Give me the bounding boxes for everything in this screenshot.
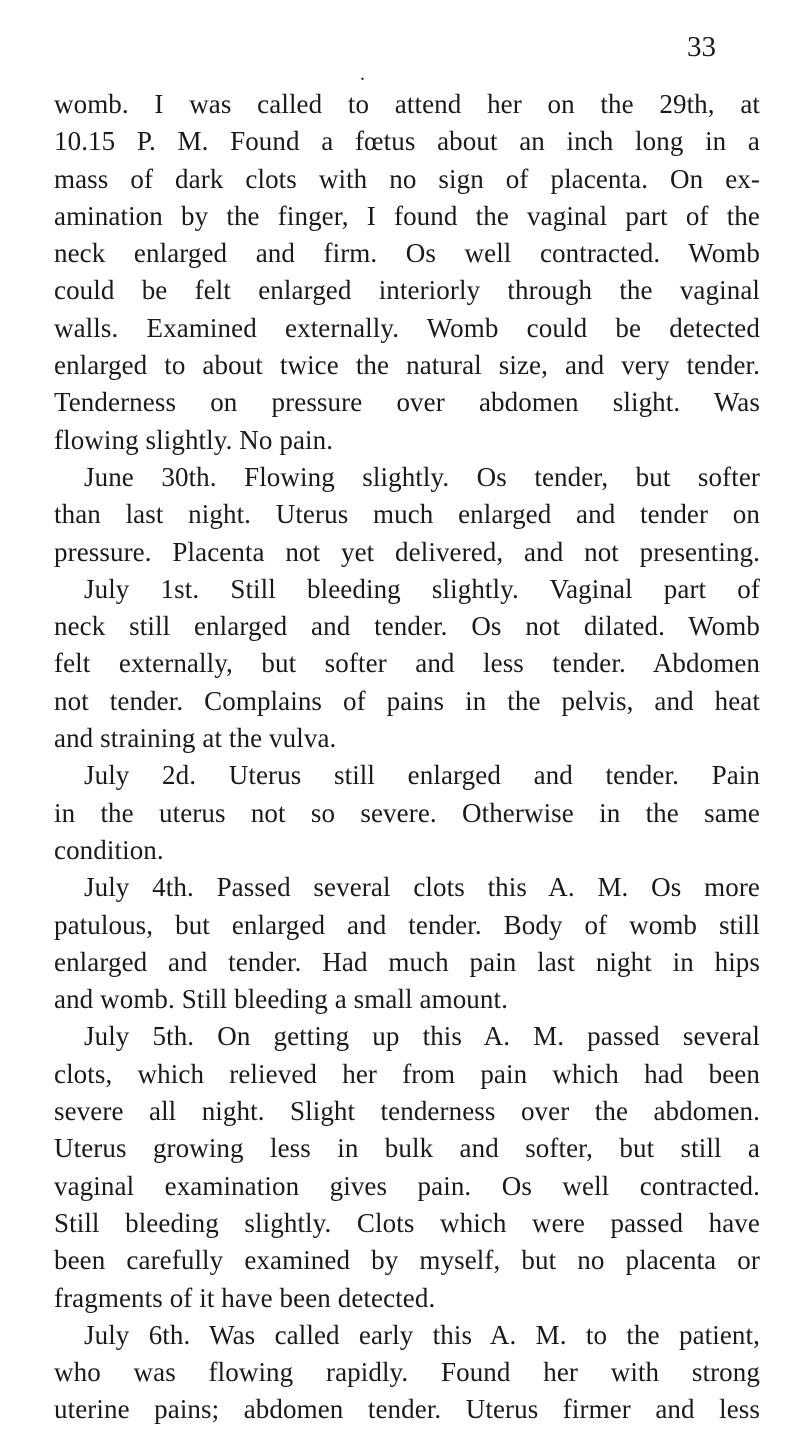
text-line: could be felt enlarged interiorly through the vaginal (54, 275, 760, 306)
page-number: 33 (687, 31, 716, 63)
text-line: uterine pains; abdomen tender. Uterus firmer and less (54, 1394, 760, 1425)
text-line: severe all night. Slight tenderness over the abdomen. (54, 1096, 760, 1127)
text-line: womb. I was called to attend her on the 29th, at (54, 89, 760, 119)
text-line: July 1st. Still bleeding slightly. Vaginal part of (84, 573, 760, 604)
text-line: Tenderness on pressure over abdomen slight. Was (54, 387, 760, 418)
text-line: enlarged to about twice the natural size, and very tender. (54, 350, 760, 381)
text-line: Uterus growing less in bulk and softer, but still a (54, 1133, 760, 1164)
text-line: June 30th. Flowing slightly. Os tender, but softer (84, 461, 760, 492)
text-line: felt externally, but softer and less tender. Abdomen (54, 648, 760, 679)
text-line: mass of dark clots with no sign of placenta. On ex- (54, 163, 760, 194)
text-line: and womb. Still bleeding a small amount. (54, 984, 508, 1015)
text-line: July 2d. Uterus still enlarged and tender. Pain (84, 760, 760, 791)
text-line: not tender. Complains of pains in the pelvis, and heat (54, 685, 760, 716)
text-line: in the uterus not so severe. Otherwise in the same (54, 797, 760, 828)
stray-mark: . (360, 63, 365, 85)
text-line: July 4th. Passed several clots this A. M. Os more (84, 872, 760, 903)
text-line: and straining at the vulva. (54, 723, 337, 754)
text-line: 10.15 P. M. Found a fœtus about an inch long in a (54, 126, 760, 157)
text-line: flowing slightly. No pain. (54, 424, 334, 455)
text-line: neck enlarged and firm. Os well contracted. Womb (54, 238, 760, 269)
text-line: who was flowing rapidly. Found her with strong (54, 1357, 760, 1388)
text-line: Still bleeding slightly. Clots which were passed have (54, 1207, 760, 1238)
body-text (54, 86, 760, 1429)
text-line: enlarged and tender. Had much pain last night in hips (54, 946, 760, 977)
text-line: clots, which relieved her from pain which had been (54, 1058, 760, 1089)
text-line: patulous, but enlarged and tender. Body of womb still (54, 909, 760, 940)
text-line: amination by the finger, I found the vaginal part of the (54, 200, 760, 231)
text-line: condition. (54, 834, 164, 865)
text-line: walls. Examined externally. Womb could be detected (54, 312, 760, 343)
text-line: neck still enlarged and tender. Os not dilated. Womb (54, 611, 760, 642)
text-line: fragments of it have been detected. (54, 1282, 436, 1313)
text-line: July 6th. Was called early this A. M. to the patient, (84, 1319, 760, 1350)
text-line: been carefully examined by myself, but no placenta or (54, 1245, 760, 1276)
text-line: vaginal examination gives pain. Os well contracted. (54, 1170, 760, 1201)
text-line: July 5th. On getting up this A. M. passed several (84, 1021, 760, 1052)
text-line: pressure. Placenta not yet delivered, and not presenting. (54, 536, 760, 567)
text-line: than last night. Uterus much enlarged and tender on (54, 499, 760, 530)
